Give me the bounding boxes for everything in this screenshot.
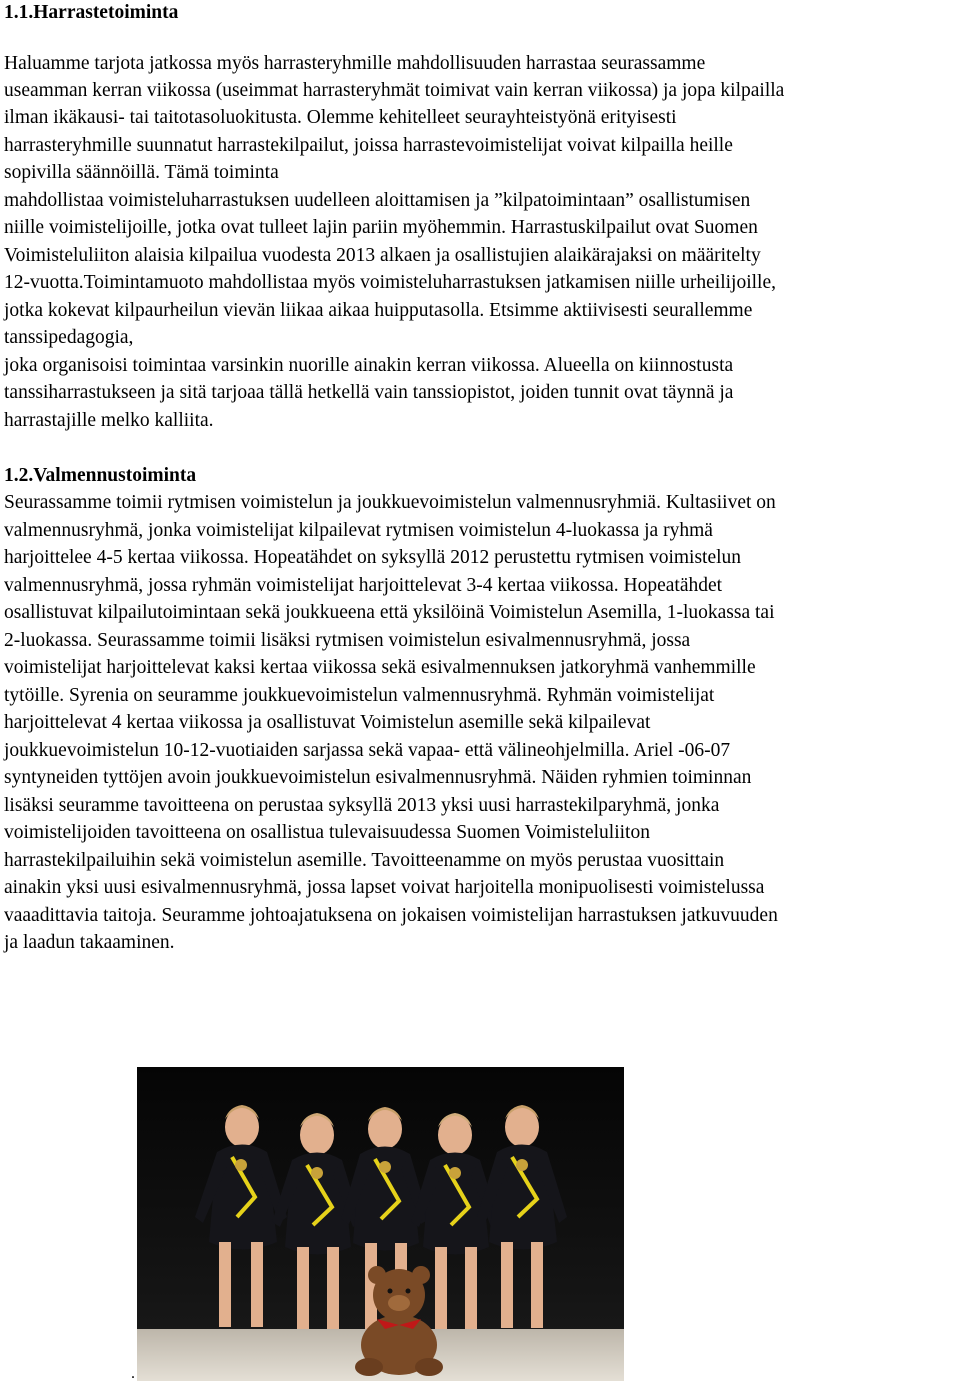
paragraph-line: tytöille. Syrenia on seuramme joukkuevoimistelun valmennusryhmä. Ryhmän voimistelijat — [4, 685, 715, 706]
paragraph-line: ja laadun takaaminen. — [4, 932, 175, 953]
paragraph-line: harrasteryhmille suunnatut harrastekilpailut, joissa harrastevoimistelijat voivat kilpailla heille — [4, 135, 733, 156]
paragraph-line: harrastekilpailuihin sekä voimistelun asemille. Tavoitteenamme on myös perustaa vuosittain — [4, 850, 725, 871]
trailing-mark: . — [131, 1365, 135, 1382]
paragraph-line: tanssipedagogia, — [4, 327, 134, 348]
paragraph-line: lisäksi seuramme tavoitteena on perustaa syksyllä 2013 yksi uusi harrastekilparyhmä, jonka — [4, 795, 720, 816]
paragraph-line: voimistelijoiden tavoitteena on osallistua tulevaisuudessa Suomen Voimisteluliiton — [4, 822, 650, 843]
paragraph-line: Voimisteluliiton alaisia kilpailua vuodesta 2013 alkaen ja osallistujien alaikärajaksi on määritelty — [4, 245, 761, 266]
paragraph-line: sopivilla säännöillä. Tämä toiminta — [4, 162, 279, 183]
paragraph-line: Haluamme tarjota jatkossa myös harrasteryhmille mahdollisuuden harrastaa seurassamme — [4, 53, 706, 74]
paragraph-line: harrastajille melko kalliita. — [4, 410, 214, 431]
paragraph-line: harjoittelevat 4 kertaa viikossa ja osallistuvat Voimistelun asemille sekä kilpailevat — [4, 712, 651, 733]
paragraph-line: tanssiharrastukseen ja sitä tarjoaa tällä hetkellä vain tanssiopistot, joiden tunnit ovat täynnä ja — [4, 382, 734, 403]
team-photo — [137, 1067, 624, 1381]
paragraph-line: syntyneiden tyttöjen avoin joukkuevoimistelun esivalmennusryhmä. Näiden ryhmien toiminnan — [4, 767, 752, 788]
paragraph-line: 12-vuotta.Toimintamuoto mahdollistaa myös voimisteluharrastuksen jatkamisen niille urheilijoille, — [4, 272, 777, 293]
paragraph-line: osallistuvat kilpailutoimintaan sekä joukkueena että yksilöinä Voimistelun Asemilla, 1-luokassa tai — [4, 602, 775, 623]
paragraph-line: jotka kokevat kilpaurheilun vievän liikaa aikaa huipputasolla. Etsimme aktiivisesti seurallemme — [4, 300, 753, 321]
paragraph-line: joukkuevoimistelun 10-12-vuotiaiden sarjassa sekä vapaa- että välineohjelmilla. Ariel -06-07 — [4, 740, 731, 761]
paragraph-line: mahdollistaa voimisteluharrastuksen uudelleen aloittamisen ja ”kilpatoimintaan” osallistumisen — [4, 190, 751, 211]
paragraph-line: vaaadittavia taitoja. Seuramme johtoajatuksena on jokaisen voimistelijan harrastuksen jatkuvuuden — [4, 905, 778, 926]
paragraph-line: ainakin yksi uusi esivalmennusryhmä, jossa lapset voivat harjoitella monipuolisesti voimistelussa — [4, 877, 765, 898]
paragraph-line: valmennusryhmä, jossa ryhmän voimistelijat harjoittelevat 3-4 kertaa viikossa. Hopeatähdet — [4, 575, 723, 596]
paragraph-line: Seurassamme toimii rytmisen voimistelun ja joukkuevoimistelun valmennusryhmiä. Kultasiivet on — [4, 492, 776, 513]
paragraph-line: 2-luokassa. Seurassamme toimii lisäksi rytmisen voimistelun esivalmennusryhmä, jossa — [4, 630, 691, 651]
paragraph-line: ilman ikäkausi- tai taitotasoluokitusta. Olemme kehitelleet seurayhteistyönä erityisesti — [4, 107, 677, 128]
paragraph-line: niille voimistelijoille, jotka ovat tulleet lajin pariin myöhemmin. Harrastuskilpailut ovat Suomen — [4, 217, 758, 238]
section-heading-harrastetoiminta: 1.1.Harrastetoiminta — [4, 2, 179, 23]
paragraph-line: useamman kerran viikossa (useimmat harrasteryhmät toimivat vain kerran viikossa) ja jopa kilpailla — [4, 80, 785, 101]
paragraph-line: voimistelijat harjoittelevat kaksi kertaa viikossa sekä esivalmennuksen jatkoryhmä vanhemmille — [4, 657, 756, 678]
paragraph-line: valmennusryhmä, jonka voimistelijat kilpailevat rytmisen voimistelun 4-luokassa ja ryhmä — [4, 520, 713, 541]
section-heading-valmennustoiminta: 1.2.Valmennustoiminta — [4, 465, 197, 486]
paragraph-line: harjoittelee 4-5 kertaa viikossa. Hopeatähdet on syksyllä 2012 perustettu rytmisen voimistelun — [4, 547, 742, 568]
paragraph-line: joka organisoisi toimintaa varsinkin nuorille ainakin kerran viikossa. Alueella on kiinnostusta — [4, 355, 734, 376]
